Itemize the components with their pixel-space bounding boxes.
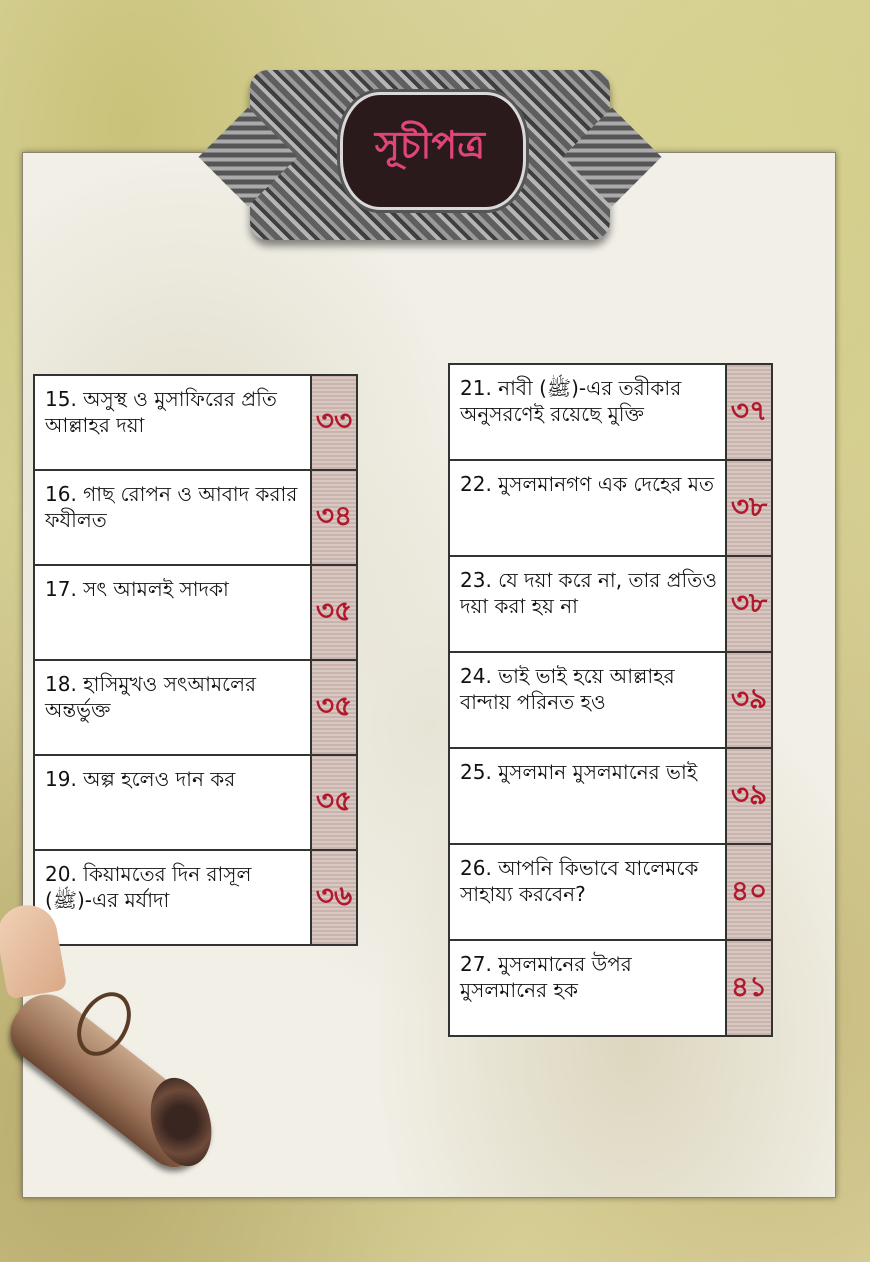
toc-entry-page: ৩৯ [726, 652, 772, 748]
toc-entry-title: 24. ভাই ভাই হয়ে আল্লাহর বান্দায় পরিনত হও [449, 652, 726, 748]
toc-row[interactable] [449, 748, 772, 844]
toc-entry-title: 19. অল্প হলেও দান কর [34, 755, 311, 850]
toc-entry-page: ৩৭ [726, 364, 772, 460]
toc-entry-page: ৩৬ [311, 850, 357, 945]
toc-table-left [33, 374, 358, 946]
toc-entry-title: 23. যে দয়া করে না, তার প্রতিও দয়া করা হয় না [449, 556, 726, 652]
toc-entry-page: ৩৩ [311, 375, 357, 470]
toc-entry-title: 20. কিয়ামতের দিন রাসূল (ﷺ)-এর মর্যাদা [34, 850, 311, 945]
toc-entry-title: 25. মুসলমান মুসলমানের ভাই [449, 748, 726, 844]
title-banner [195, 62, 665, 248]
toc-entry-page: ৪১ [726, 940, 772, 1036]
scroll-illustration [0, 905, 240, 1175]
page-title: সূচীপত্র [374, 123, 486, 167]
toc-entry-page: ৩৫ [311, 660, 357, 755]
toc-entry-title: 26. আপনি কিভাবে যালেমকে সাহায্য করবেন? [449, 844, 726, 940]
toc-entry-title: 18. হাসিমুখও সৎআমলের অন্তর্ভুক্ত [34, 660, 311, 755]
toc-row[interactable] [449, 652, 772, 748]
toc-entry-page: ৩৪ [311, 470, 357, 565]
toc-entry-page: ৩৫ [311, 565, 357, 660]
toc-row[interactable] [34, 470, 357, 565]
toc-entry-title: 16. গাছ রোপন ও আবাদ করার ফযীলত [34, 470, 311, 565]
toc-entry-title: 17. সৎ আমলই সাদকা [34, 565, 311, 660]
toc-entry-page: ৩৫ [311, 755, 357, 850]
toc-row[interactable] [449, 940, 772, 1036]
toc-entry-page: ৩৯ [726, 748, 772, 844]
toc-row[interactable] [34, 565, 357, 660]
toc-entry-title: 21. নাবী (ﷺ)-এর তরীকার অনুসরণেই রয়েছে মুক্তি [449, 364, 726, 460]
hand-finger [0, 900, 67, 999]
toc-entry-title: 27. মুসলমানের উপর মুসলমানের হক [449, 940, 726, 1036]
toc-row[interactable] [34, 755, 357, 850]
toc-row[interactable] [449, 556, 772, 652]
toc-entry-page: ৩৮ [726, 556, 772, 652]
toc-entry-page: ৩৮ [726, 460, 772, 556]
toc-entry-title: 15. অসুস্থ ও মুসাফিরের প্রতি আল্লাহর দয়া [34, 375, 311, 470]
toc-row[interactable] [449, 844, 772, 940]
toc-row[interactable] [449, 460, 772, 556]
toc-row[interactable] [34, 660, 357, 755]
toc-entry-page: ৪০ [726, 844, 772, 940]
toc-table-right [448, 363, 773, 1037]
toc-row[interactable] [449, 364, 772, 460]
toc-row[interactable] [34, 375, 357, 470]
toc-entry-title: 22. মুসলমানগণ এক দেহের মত [449, 460, 726, 556]
